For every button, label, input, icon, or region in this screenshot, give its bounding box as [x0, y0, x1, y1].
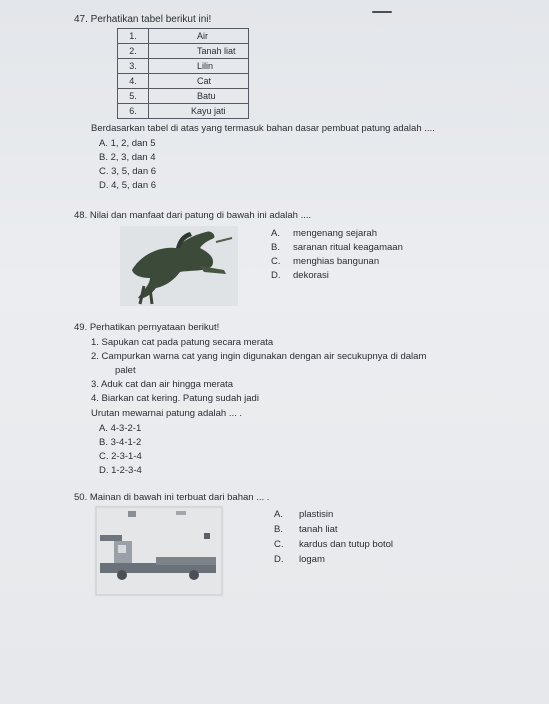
- q47-option-b[interactable]: B. 2, 3, dan 4: [99, 152, 156, 163]
- horse-statue-image: [120, 226, 238, 306]
- q48-option-d-text[interactable]: dekorasi: [293, 270, 329, 281]
- q47-question: Berdasarkan tabel di atas yang termasuk bahan dasar pembuat patung adalah ....: [91, 123, 435, 134]
- q47-option-d[interactable]: D. 4, 5, dan 6: [99, 180, 157, 191]
- q48-option-a-text[interactable]: mengenang sejarah: [293, 228, 377, 239]
- table-row: [118, 29, 249, 44]
- q49-option-d[interactable]: D. 1-2-3-4: [99, 465, 142, 476]
- row-number: 6.: [118, 104, 149, 119]
- table-row: [118, 59, 249, 74]
- q48-option-b-letter[interactable]: B.: [271, 242, 280, 253]
- q49-option-a[interactable]: A. 4-3-2-1: [99, 423, 142, 434]
- q49-prompt: Urutan mewarnai patung adalah ... .: [91, 408, 243, 419]
- q48-option-b-text[interactable]: saranan ritual keagamaan: [293, 242, 403, 253]
- q50-option-c-letter[interactable]: C.: [274, 539, 284, 550]
- q49-option-c[interactable]: C. 2-3-1-4: [99, 451, 142, 462]
- q48-option-c-text[interactable]: menghias bangunan: [293, 256, 380, 267]
- q49-statement-3: 3. Aduk cat dan air hingga merata: [91, 379, 234, 390]
- q47-title: 47. Perhatikan tabel berikut ini!: [74, 14, 212, 25]
- table-row: [118, 104, 249, 119]
- toy-truck-image: [94, 505, 224, 597]
- q48-option-c-letter[interactable]: C.: [271, 256, 281, 267]
- row-number: 2.: [118, 44, 149, 59]
- row-material: Lilin: [149, 59, 249, 74]
- row-number: 1.: [118, 29, 149, 44]
- q48-option-a-letter[interactable]: A.: [271, 228, 280, 239]
- q49-statement-2-cont: palet: [115, 365, 136, 376]
- q48-option-d-letter[interactable]: D.: [271, 270, 281, 281]
- table-row: [118, 89, 249, 104]
- table-row: [118, 74, 249, 89]
- materials-table: [117, 28, 249, 119]
- q47-option-c[interactable]: C. 3, 5, dan 6: [99, 166, 157, 177]
- row-material: Air: [149, 29, 249, 44]
- row-material: Kayu jati: [149, 104, 249, 119]
- q50-option-b-letter[interactable]: B.: [274, 524, 283, 535]
- row-material: Tanah liat: [149, 44, 249, 59]
- row-material: Batu: [149, 89, 249, 104]
- row-number: 3.: [118, 59, 149, 74]
- table-row: [118, 44, 249, 59]
- q49-statement-2: 2. Campurkan warna cat yang ingin digunakan dengan air secukupnya di dalam: [91, 351, 427, 362]
- row-number: 5.: [118, 89, 149, 104]
- q50-option-d-letter[interactable]: D.: [274, 554, 284, 565]
- row-number: 4.: [118, 74, 149, 89]
- q50-option-a-text[interactable]: plastisin: [299, 509, 334, 520]
- q47-option-a[interactable]: A. 1, 2, dan 5: [99, 138, 156, 149]
- q49-question: 49. Perhatikan pernyataan berikut!: [74, 322, 220, 333]
- q49-option-b[interactable]: B. 3-4-1-2: [99, 437, 142, 448]
- pen-mark: [372, 11, 392, 13]
- q48-question: 48. Nilai dan manfaat dari patung di bawah ini adalah ....: [74, 210, 312, 221]
- q50-option-a-letter[interactable]: A.: [274, 509, 283, 520]
- q50-option-c-text[interactable]: kardus dan tutup botol: [299, 539, 394, 550]
- q50-option-b-text[interactable]: tanah liat: [299, 524, 338, 535]
- q49-statement-4: 4. Biarkan cat kering. Patung sudah jadi: [91, 393, 259, 404]
- q49-statement-1: 1. Sapukan cat pada patung secara merata: [91, 337, 274, 348]
- q50-question: 50. Mainan di bawah ini terbuat dari bahan ... .: [74, 492, 270, 503]
- row-material: Cat: [149, 74, 249, 89]
- q50-option-d-text[interactable]: logam: [299, 554, 325, 565]
